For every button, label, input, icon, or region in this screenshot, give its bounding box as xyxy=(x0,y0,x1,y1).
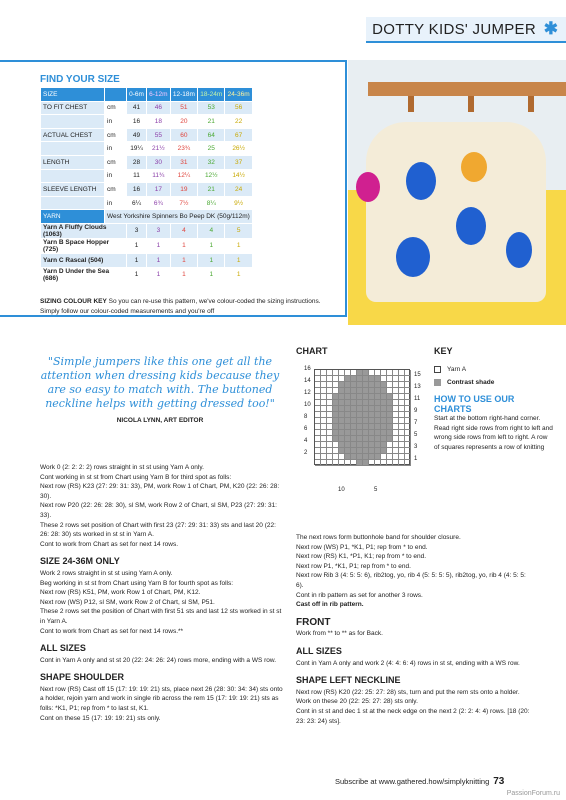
yarn-label: YARN xyxy=(41,210,105,224)
chart-row-number: 3 xyxy=(414,444,418,450)
size-cell: 67 xyxy=(225,128,252,142)
yarn-cell: 1 xyxy=(198,267,225,282)
size-cell: ACTUAL CHEST xyxy=(41,128,105,142)
section-heading: FRONT xyxy=(296,616,331,628)
size-cell: 18 xyxy=(147,115,171,129)
para: Cont in Yarn A only and st st 20 (22: 24: 26: 24) rows more, ending with a WS row. xyxy=(40,656,277,664)
yarn-amount-row xyxy=(41,267,253,282)
th-6-12: 6-12m xyxy=(147,88,171,102)
size-cell: 53 xyxy=(198,101,225,115)
th-12-18: 12-18m xyxy=(170,88,197,102)
header-title: DOTTY KIDS' JUMPER xyxy=(372,21,536,38)
chart-row-number: 14 xyxy=(304,378,311,384)
chart-bottom-5: 5 xyxy=(374,487,378,493)
size-cell: 24 xyxy=(225,183,252,197)
size-cell: 26½ xyxy=(225,142,252,156)
yarn-cell: 1 xyxy=(170,253,197,267)
size-cell: 28 xyxy=(127,155,147,169)
key-a-label: Yarn A xyxy=(447,366,467,373)
size-row xyxy=(41,128,253,142)
para: Cont in st st and dec 1 st at the neck edge on the next 2 (2: 2: 4: 4) rows. [18 (20: 23: 23: 24) sts]. xyxy=(296,707,530,725)
size-cell: 16 xyxy=(127,183,147,197)
para: Work 0 (2: 2: 2: 2) rows straight in st st using Yarn A only. xyxy=(40,464,204,471)
yarn-brand: West Yorkshire Spinners Bo Peep DK (50g/112m) xyxy=(105,210,253,224)
size-cell: 37 xyxy=(225,155,252,169)
size-cell: 21½ xyxy=(147,142,171,156)
yarn-cell: 3 xyxy=(147,223,171,238)
chart-row-number: 11 xyxy=(414,396,421,402)
chart-row-number: 12 xyxy=(304,390,311,396)
size-cell: 21 xyxy=(198,183,225,197)
pull-quote xyxy=(40,355,280,424)
th-0-6: 0-6m xyxy=(127,88,147,102)
size-cell: 12½ xyxy=(198,169,225,183)
th-18-24: 18-24m xyxy=(198,88,225,102)
size-cell xyxy=(41,142,105,156)
size-cell: TO FIT CHEST xyxy=(41,101,105,115)
size-cell xyxy=(41,169,105,183)
para: Cont in rib pattern as set for another 3 rows. xyxy=(296,591,423,599)
size-cell: in xyxy=(105,169,127,183)
size-cell: 22 xyxy=(225,115,252,129)
chart-bottom-10: 10 xyxy=(338,487,345,493)
size-cell: 32 xyxy=(198,155,225,169)
size-cell: 46 xyxy=(147,101,171,115)
right-column xyxy=(296,533,531,726)
footer xyxy=(335,776,504,787)
section-heading: ALL SIZES xyxy=(296,645,342,656)
yarn-cell: 3 xyxy=(127,223,147,238)
th-unit xyxy=(105,88,127,102)
size-row xyxy=(41,183,253,197)
size-cell: 30 xyxy=(147,155,171,169)
section-heading: SIZE 24-36M ONLY xyxy=(40,556,120,567)
size-cell: 8¼ xyxy=(198,196,225,210)
key-block xyxy=(434,346,554,452)
chart-row-number: 1 xyxy=(414,456,418,462)
yarn-cell: 4 xyxy=(170,223,197,238)
chart-row-number: 5 xyxy=(414,432,418,438)
yarn-cell: Yarn D Under the Sea (686) xyxy=(41,267,127,282)
chart-row-number: 15 xyxy=(414,372,421,378)
yarn-cell: 1 xyxy=(170,238,197,253)
para: These 2 rows set the position of Chart with first 51 sts and last 12 sts worked in st st in Yarn A. xyxy=(40,608,282,625)
yarn-cell: 1 xyxy=(127,253,147,267)
para: Cont to work from Chart as set for next 14 rows.** xyxy=(40,627,184,635)
size-cell: 11 xyxy=(127,169,147,183)
yarn-cell: Yarn B Space Hopper (725) xyxy=(41,238,127,253)
size-cell: 11¾ xyxy=(147,169,171,183)
para: The next rows form buttonhole band for shoulder closure. xyxy=(296,534,461,541)
size-cell: 25 xyxy=(198,142,225,156)
size-cell: 55 xyxy=(147,128,171,142)
chart-row-number: 2 xyxy=(304,450,308,456)
quote-author: NICOLA LYNN, ART EDITOR xyxy=(116,417,204,424)
size-cell: cm xyxy=(105,101,127,115)
chart-row-number: 16 xyxy=(304,366,311,372)
para: Cast off in rib pattern. xyxy=(296,601,364,609)
chart-row-number: 7 xyxy=(414,420,418,426)
size-cell: 41 xyxy=(127,101,147,115)
th-24-36: 24-36m xyxy=(225,88,252,102)
swatch-b xyxy=(434,379,441,386)
spot xyxy=(506,232,532,268)
yarn-cell: 1 xyxy=(147,267,171,282)
spot xyxy=(406,162,436,200)
spot xyxy=(356,172,380,202)
size-row xyxy=(41,169,253,183)
para: These 2 rows set position of Chart with first 23 (27: 29: 31: 33) sts and last 20 (22: 26: 28: 30) sts worked in st st in Yarn A. xyxy=(40,521,276,539)
para: Work from ** to ** as for Back. xyxy=(296,630,383,638)
peg xyxy=(468,96,474,112)
sizing-colour-key xyxy=(40,297,340,316)
key-title: KEY xyxy=(434,346,453,356)
swatch-a xyxy=(434,366,441,373)
key-b-label: Contrast shade xyxy=(447,379,495,386)
para: Cont in Yarn A only and work 2 (4: 4: 6: 4) rows in st st, ending with a WS row. xyxy=(296,659,520,667)
para: Cont on these 15 (17: 19: 19: 21) sts only. xyxy=(40,714,161,722)
para: Work 2 rows straight in st st using Yarn A only. xyxy=(40,569,173,577)
yarn-cell: 4 xyxy=(198,223,225,238)
size-cell xyxy=(41,196,105,210)
size-cell: 19 xyxy=(170,183,197,197)
quote-text: "Simple jumpers like this one get all the attention when dressing kids because they are so easy to match with. The buttoned neckline helps with getting dressed too!" xyxy=(40,355,280,410)
yarn-cell: 1 xyxy=(225,267,252,282)
size-cell: 7½ xyxy=(170,196,197,210)
para: Next row Rib 3 (4: 5: 5: 6), rib2tog, yo, rib 4 (5: 5: 5: 5), rib2tog, yo, rib 4 (4: 5: 5: 6). xyxy=(296,572,526,589)
yarn-row xyxy=(41,210,253,224)
yarn-cell: Yarn C Rascal (504) xyxy=(41,253,127,267)
size-cell: 20 xyxy=(170,115,197,129)
para: Beg working in st st from Chart using Yarn B for fourth spot as folls: xyxy=(40,579,234,587)
watermark: PassionForum.ru xyxy=(506,790,560,797)
size-cell: in xyxy=(105,196,127,210)
size-cell xyxy=(41,115,105,129)
how-to-title: HOW TO USE OUR CHARTS xyxy=(434,394,515,414)
size-cell: 14½ xyxy=(225,169,252,183)
key-contrast xyxy=(434,379,554,386)
size-table-title: FIND YOUR SIZE xyxy=(40,74,120,85)
para: Cont working in st st from Chart using Yarn B for third spot as folls: xyxy=(40,473,232,481)
size-cell: 56 xyxy=(225,101,252,115)
key-yarn-a xyxy=(434,366,554,373)
yarn-amount-row xyxy=(41,238,253,253)
yarn-cell: 5 xyxy=(225,223,252,238)
para: Next row (WS) P1, *K1, P1; rep from * to end. xyxy=(296,543,428,551)
section-heading: SHAPE SHOULDER xyxy=(40,672,125,683)
jumper-photo xyxy=(348,60,566,325)
yarn-cell: 1 xyxy=(198,253,225,267)
size-cell: cm xyxy=(105,128,127,142)
peg-rail xyxy=(368,82,566,96)
yarn-cell: 1 xyxy=(170,267,197,282)
how-to-text: Start at the bottom right-hand corner. Read right side rows from right to left and wrong side rows from left to right. A row of squares represents a row of knitting xyxy=(434,415,553,451)
size-row xyxy=(41,155,253,169)
para: Next row (RS) K1, *P1, K1; rep from * to end. xyxy=(296,553,427,561)
peg xyxy=(528,96,534,112)
size-cell: 21 xyxy=(198,115,225,129)
size-cell: in xyxy=(105,142,127,156)
size-cell: cm xyxy=(105,155,127,169)
para: Next row (WS) P12, sl SM, work Row 2 of Chart, sl SM, P51. xyxy=(40,598,215,606)
size-cell: 23¾ xyxy=(170,142,197,156)
page-number: 73 xyxy=(493,776,505,787)
find-your-size-box xyxy=(0,60,347,317)
th-size: SIZE xyxy=(41,88,105,102)
size-cell: 6¼ xyxy=(127,196,147,210)
chart-cell xyxy=(405,460,411,466)
yarn-amount-row xyxy=(41,223,253,238)
left-column xyxy=(40,463,285,723)
size-cell: 12¼ xyxy=(170,169,197,183)
size-cell: 6¾ xyxy=(147,196,171,210)
size-row xyxy=(41,115,253,129)
section-heading: ALL SIZES xyxy=(40,643,86,654)
para: Next row P1, *K1, P1; rep from * to end. xyxy=(296,562,411,570)
para: Next row (RS) Cast off 15 (17: 19: 19: 21) sts, place next 26 (28: 30: 34: 34) sts onto a holder, rejoin yarn and work in single rib across the rem 15 (17: 19: 19: 21) sts as folls: *K1, P1; rep from * to last st, K1. xyxy=(40,685,283,713)
sweater xyxy=(366,122,546,302)
size-cell: in xyxy=(105,115,127,129)
size-cell: 31 xyxy=(170,155,197,169)
size-table xyxy=(40,87,253,283)
size-cell: 64 xyxy=(198,128,225,142)
size-row xyxy=(41,142,253,156)
size-cell: 17 xyxy=(147,183,171,197)
peg xyxy=(408,96,414,112)
yarn-cell: 1 xyxy=(225,238,252,253)
chart-block xyxy=(296,346,421,506)
size-cell: 60 xyxy=(170,128,197,142)
para: Next row (RS) K23 (27: 29: 31: 33), PM, work Row 1 of Chart, PM, K20 (22: 26: 28: 30). xyxy=(40,483,280,500)
chart-row-number: 8 xyxy=(304,414,308,420)
chart-row-number: 6 xyxy=(304,426,308,432)
para: Next row P20 (22: 26: 28: 30), sl SM, work Row 2 of Chart, sl SM, P23 (27: 29: 31: 33). xyxy=(40,502,277,519)
size-cell: 16 xyxy=(127,115,147,129)
size-cell: SLEEVE LENGTH xyxy=(41,183,105,197)
asterisk-icon: ✱ xyxy=(543,19,558,38)
chart-row-number: 13 xyxy=(414,384,421,390)
size-row xyxy=(41,196,253,210)
size-cell: 51 xyxy=(170,101,197,115)
size-cell: 49 xyxy=(127,128,147,142)
page-header xyxy=(366,17,566,43)
subscribe-link[interactable]: Subscribe at www.gathered.how/simplyknitting xyxy=(335,777,490,786)
spot xyxy=(461,152,487,182)
size-cell: 19¼ xyxy=(127,142,147,156)
chart-row-number: 10 xyxy=(304,402,311,408)
para: Next row (RS) K51, PM, work Row 1 of Chart, PM, K12. xyxy=(40,589,201,597)
yarn-cell: Yarn A Fluffy Clouds (1063) xyxy=(41,223,127,238)
size-cell: cm xyxy=(105,183,127,197)
size-cell: 9½ xyxy=(225,196,252,210)
para: Cont to work from Chart as set for next 14 rows. xyxy=(40,540,178,548)
section-heading: SHAPE LEFT NECKLINE xyxy=(296,675,401,686)
yarn-cell: 1 xyxy=(225,253,252,267)
chart-grid xyxy=(314,369,410,465)
para: Next row (RS) K20 (22: 25: 27: 28) sts, turn and put the rem sts onto a holder. Work on these 20 (22: 25: 27: 28) sts only. xyxy=(296,688,520,706)
yarn-cell: 1 xyxy=(127,267,147,282)
note-bold: SIZING COLOUR KEY xyxy=(40,298,107,305)
yarn-amount-row xyxy=(41,253,253,267)
yarn-cell: 1 xyxy=(127,238,147,253)
yarn-cell: 1 xyxy=(198,238,225,253)
chart-row-number: 4 xyxy=(304,438,308,444)
size-row xyxy=(41,101,253,115)
chart-row-number: 9 xyxy=(414,408,418,414)
yarn-cell: 1 xyxy=(147,253,171,267)
yarn-cell: 1 xyxy=(147,238,171,253)
size-cell: LENGTH xyxy=(41,155,105,169)
note-text: So you can re-use this pattern, we've colour-coded the sizing instructions. Simply follow our colour-coded measurements and you're off xyxy=(40,298,321,315)
spot xyxy=(396,237,430,277)
chart-title: CHART xyxy=(296,346,328,356)
spot xyxy=(456,207,486,245)
